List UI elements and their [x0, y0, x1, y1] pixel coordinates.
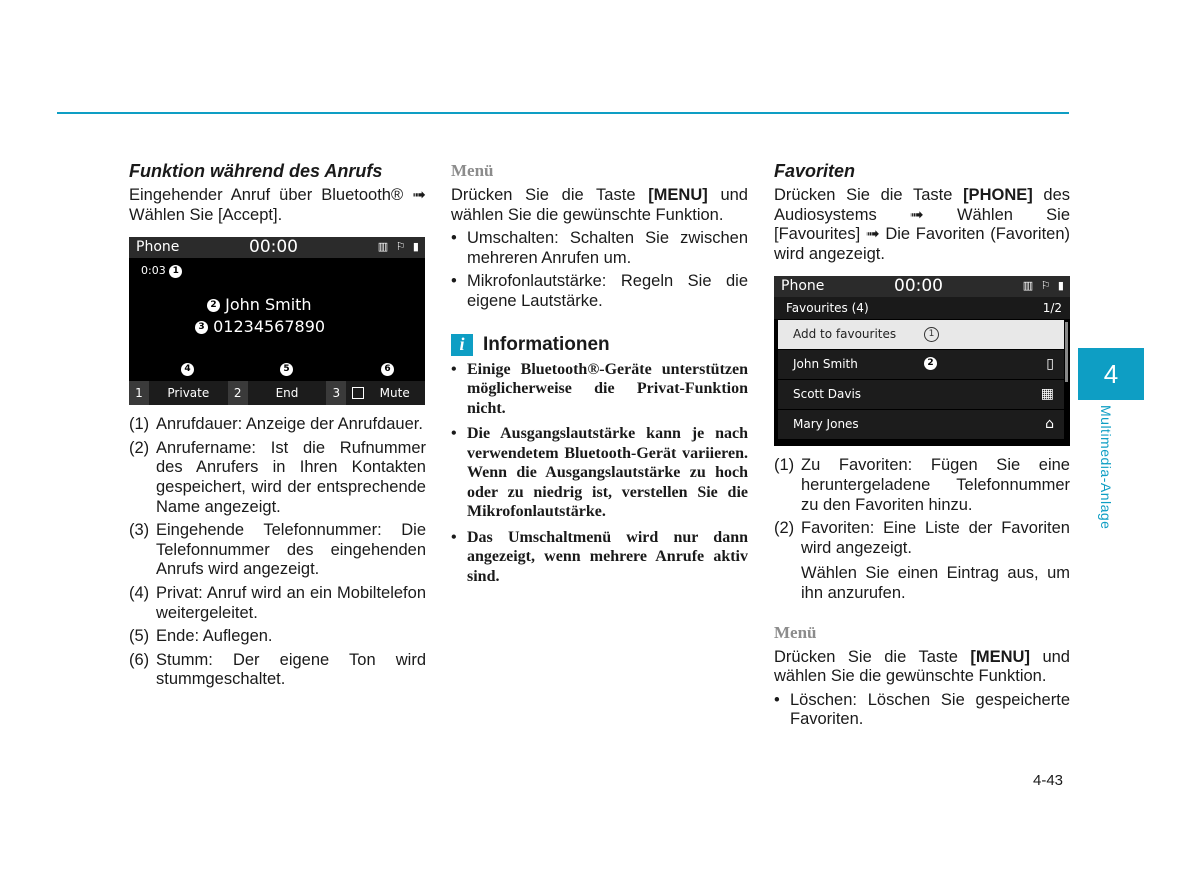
list-item: • Einige Bluetooth®-Geräte unterstützen möglicherweise die Privat-Funktion nicht. — [451, 360, 748, 417]
list-item: (4) Privat: Anruf wird an ein Mobiltelefon weitergeleitet. — [129, 583, 426, 622]
screen-title: Phone — [136, 239, 180, 256]
list-item: Wählen Sie einen Eintrag aus, um ihn anzurufen. — [801, 564, 1070, 602]
page-indicator: 1/2 — [1042, 301, 1062, 316]
list-item: (1) Zu Favoriten: Fügen Sie eine heruntergeladene Telefonnummer zu den Favoriten hinzu. — [774, 456, 1070, 514]
page-number: 4-43 — [1033, 772, 1064, 789]
marker-5: 5 — [280, 363, 293, 376]
softkey-number: 1 — [129, 381, 149, 405]
fav-row-add[interactable] — [778, 320, 1064, 349]
duration-value: 0:03 — [141, 264, 166, 278]
info-icon: i — [451, 334, 473, 356]
intro-text: Drücken Sie die Taste [MENU] und wählen Sie die gewünschte Funktion. — [451, 186, 748, 224]
call-duration — [141, 264, 182, 278]
marker-2: 2 — [207, 299, 220, 312]
call-screen — [129, 237, 425, 405]
list-item: (6) Stumm: Der eigene Ton wird stummgeschaltet. — [129, 650, 426, 689]
marker-2: 2 — [924, 357, 937, 370]
row-label: John Smith — [793, 357, 858, 372]
list-item: • Die Ausgangslautstärke kann je nach verwendetem Bluetooth-Gerät variieren. Wenn die Ausgangslautstärke zu hoch oder zu niedrig ist, verstellen Sie die Mikrofonlautstärke. — [451, 425, 748, 521]
intro-text: Eingehender Anruf über Bluetooth® ➟ Wählen Sie [Accept]. — [129, 186, 426, 224]
row-label: Scott Davis — [793, 387, 862, 402]
column-middle — [451, 160, 748, 592]
list-item: (2) Favoriten: Eine Liste der Favoriten wird angezeigt. — [774, 519, 1070, 557]
section-heading: Menü — [774, 622, 817, 642]
caller-number — [195, 317, 325, 336]
row-label: Mary Jones — [793, 417, 859, 432]
intro-text: Drücken Sie die Taste [MENU] und wählen Sie die gewünschte Funktion. — [774, 647, 1070, 686]
section-heading: Favoriten — [774, 161, 856, 181]
softkey-bar — [129, 381, 425, 405]
status-bar — [774, 276, 1070, 297]
caller-number-value: 01234567890 — [213, 317, 326, 337]
favourites-screen — [774, 276, 1070, 446]
mobile-icon: ▯ — [1046, 356, 1054, 373]
info-header — [451, 334, 748, 356]
mute-checkbox[interactable] — [352, 387, 364, 399]
office-icon: ▦ — [1040, 386, 1054, 403]
list-item: (2) Anrufername: Ist die Rufnummer des Anrufers in Ihren Kontakten gespeichert, wird der entsprechende Name angezeigt. — [129, 438, 426, 516]
softkey-number: 3 — [326, 381, 346, 405]
fav-row-john[interactable] — [778, 350, 1064, 379]
info-list — [451, 360, 748, 587]
favourites-subheader — [774, 297, 1070, 319]
favourites-count: Favourites (4) — [786, 301, 869, 316]
softkey-label: Mute — [379, 386, 410, 401]
chapter-tab: 4 — [1078, 348, 1144, 400]
intro-text: Drücken Sie die Taste [PHONE] des Audiosystems ➟ Wählen Sie [Favourites] ➟ Die Favoriten (Favoriten) wird angezeigt. — [774, 186, 1070, 263]
softkey-private[interactable] — [129, 381, 228, 405]
top-rule — [57, 112, 1069, 114]
list-item: (3) Eingehende Telefonnummer: Die Telefonnummer des eingehenden Anrufs wird angezeigt. — [129, 521, 426, 579]
list-item: (1) Anrufdauer: Anzeige der Anrufdauer. — [129, 415, 423, 434]
caller-name — [207, 295, 312, 314]
section-heading: Funktion während des Anrufs — [129, 161, 383, 181]
marker-6: 6 — [381, 363, 394, 376]
list-item: • Mikrofonlautstärke: Regeln Sie die eigene Lautstärke. — [451, 272, 748, 310]
softkey-number: 2 — [228, 381, 248, 405]
bullet-list — [451, 229, 748, 311]
column-right — [774, 160, 1070, 734]
status-icons: ▥ ⚐ ▮ — [377, 240, 421, 254]
numbered-list — [129, 415, 426, 690]
marker-3: 3 — [195, 321, 208, 334]
marker-1: 1 — [169, 265, 182, 278]
softkey-label: End — [275, 386, 299, 401]
list-item: • Löschen: Löschen Sie gespeicherte Favoriten. — [774, 690, 1070, 729]
marker-1: 1 — [924, 327, 939, 342]
column-left — [129, 160, 426, 694]
row-label: Add to favourites — [793, 327, 897, 342]
scrollbar[interactable] — [1065, 322, 1068, 382]
softkey-mute[interactable] — [326, 381, 425, 405]
softkey-label: Private — [167, 386, 210, 401]
softkey-end[interactable] — [228, 381, 327, 405]
list-item: • Das Umschaltmenü wird nur dann angezeigt, wenn mehrere Anrufe aktiv sind. — [451, 528, 748, 585]
numbered-list — [774, 456, 1070, 603]
screen-title: Phone — [781, 278, 825, 295]
fav-row-scott[interactable] — [778, 380, 1064, 409]
list-item: (5) Ende: Auflegen. — [129, 627, 273, 646]
section-heading: Menü — [451, 161, 494, 180]
marker-4: 4 — [181, 363, 194, 376]
clock: 00:00 — [894, 276, 943, 297]
caller-name-value: John Smith — [225, 295, 312, 315]
bullet-list — [774, 691, 1070, 730]
status-icons: ▥ ⚐ ▮ — [1022, 279, 1066, 293]
status-bar — [129, 237, 425, 258]
chapter-label: Multimedia-Anlage — [1098, 405, 1114, 530]
home-icon: ⌂ — [1045, 416, 1054, 433]
fav-row-mary[interactable] — [778, 410, 1064, 439]
clock: 00:00 — [249, 237, 298, 258]
list-item: • Umschalten: Schalten Sie zwischen mehreren Anrufen um. — [451, 229, 748, 267]
info-title: Informationen — [483, 333, 610, 355]
